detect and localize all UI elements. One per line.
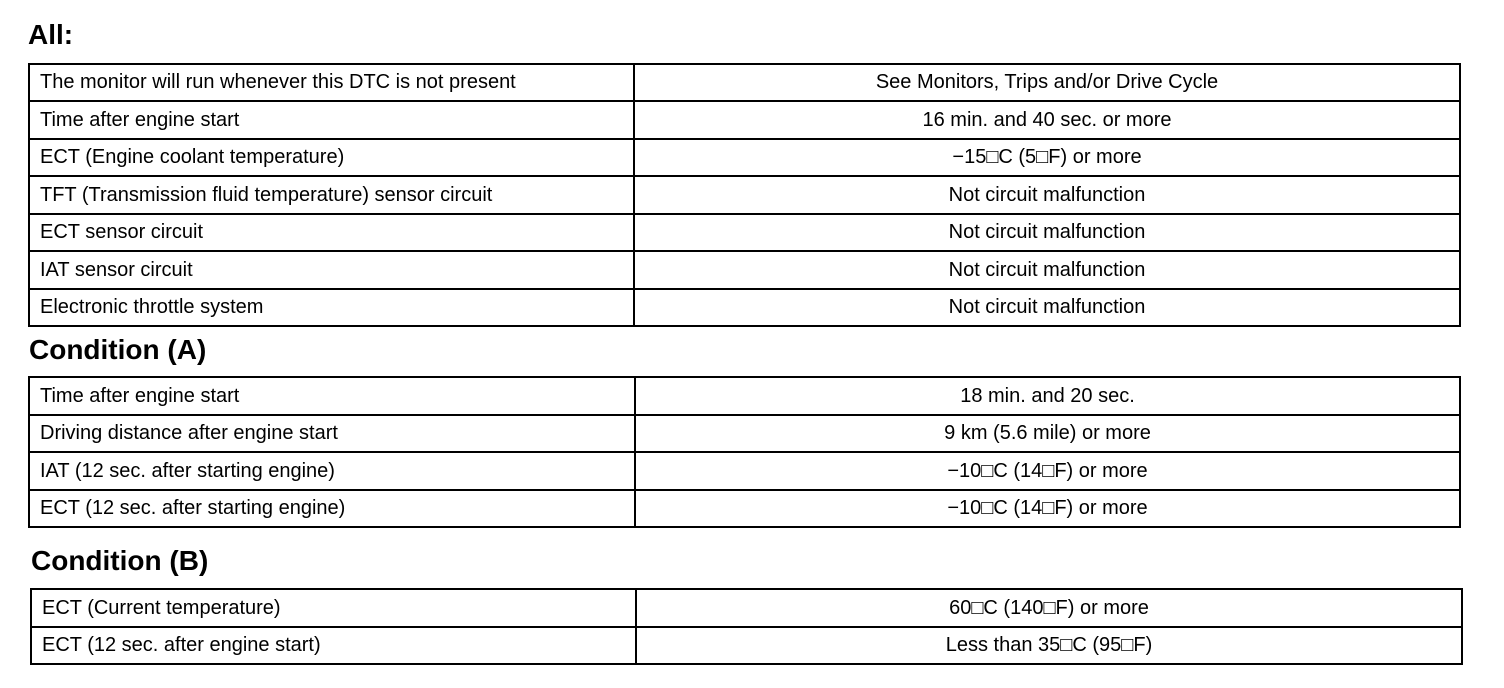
condition-label: IAT (12 sec. after starting engine): [29, 452, 635, 490]
table-row: [29, 139, 1460, 176]
conditions-table-b: [30, 588, 1463, 665]
condition-label: Driving distance after engine start: [29, 415, 635, 452]
condition-label: TFT (Transmission fluid temperature) sensor circuit: [29, 176, 634, 214]
section-heading-condition-b: Condition (B): [31, 545, 209, 576]
section-heading-all: All:: [28, 19, 74, 50]
condition-label: Electronic throttle system: [29, 289, 634, 326]
condition-value: 9 km (5.6 mile) or more: [635, 415, 1460, 452]
section-heading-condition-a: Condition (A): [29, 334, 207, 365]
condition-label: ECT sensor circuit: [29, 214, 634, 251]
table-row: [31, 589, 1462, 627]
table-row: [29, 101, 1460, 139]
table-row: [29, 176, 1460, 214]
condition-label: ECT (12 sec. after engine start): [31, 627, 636, 664]
table-row: [31, 627, 1462, 664]
table-row: [29, 415, 1460, 452]
condition-value: Not circuit malfunction: [634, 251, 1460, 289]
condition-label: ECT (12 sec. after starting engine): [29, 490, 635, 527]
conditions-table-a: [28, 376, 1461, 528]
condition-value: −10□C (14□F) or more: [635, 490, 1460, 527]
condition-label: ECT (Engine coolant temperature): [29, 139, 634, 176]
table-row: [29, 289, 1460, 326]
table-row: [29, 490, 1460, 527]
condition-value: 18 min. and 20 sec.: [635, 377, 1460, 415]
condition-value: Less than 35□C (95□F): [636, 627, 1462, 664]
condition-value: −10□C (14□F) or more: [635, 452, 1460, 490]
table-row: [29, 452, 1460, 490]
condition-value: Not circuit malfunction: [634, 214, 1460, 251]
condition-value: Not circuit malfunction: [634, 176, 1460, 214]
table-row: [29, 214, 1460, 251]
table-row: [29, 251, 1460, 289]
condition-label: ECT (Current temperature): [31, 589, 636, 627]
conditions-table-all: [28, 63, 1461, 327]
condition-label: The monitor will run whenever this DTC is not present: [29, 64, 634, 101]
condition-value: 16 min. and 40 sec. or more: [634, 101, 1460, 139]
condition-value: Not circuit malfunction: [634, 289, 1460, 326]
condition-label: Time after engine start: [29, 101, 634, 139]
table-row: [29, 377, 1460, 415]
table-row: [29, 64, 1460, 101]
condition-value: −15□C (5□F) or more: [634, 139, 1460, 176]
condition-value: See Monitors, Trips and/or Drive Cycle: [634, 64, 1460, 101]
condition-label: IAT sensor circuit: [29, 251, 634, 289]
condition-label: Time after engine start: [29, 377, 635, 415]
condition-value: 60□C (140□F) or more: [636, 589, 1462, 627]
